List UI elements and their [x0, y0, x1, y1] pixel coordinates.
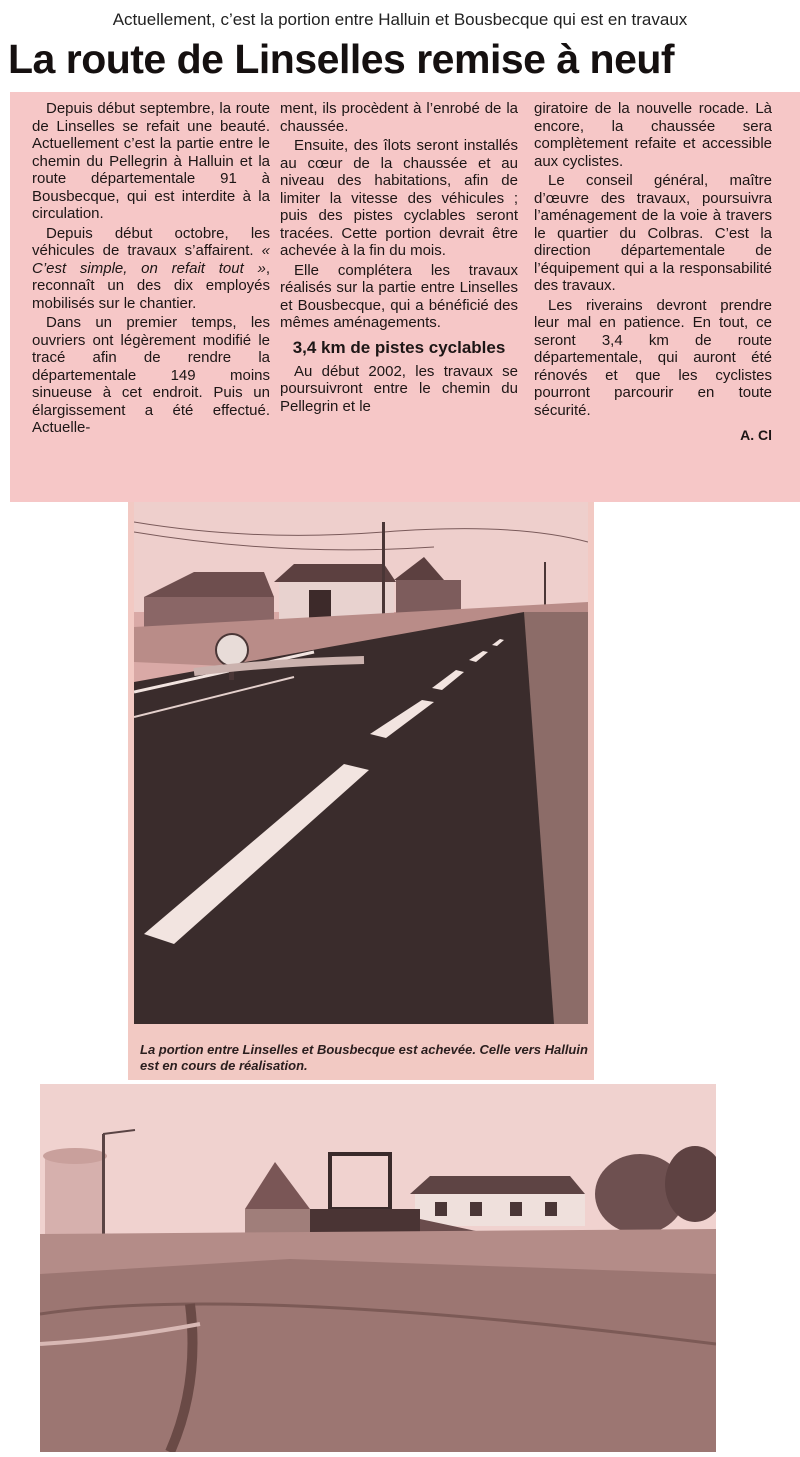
paragraph: Les riverains devront prendre leur mal en patience. En tout, ce seront 3,4 km de route départementale, qui auront été rénovés et que les cyclistes pourront parcourir en toute sécurité.	[534, 296, 772, 419]
headline: La route de Linselles remise à neuf	[8, 36, 675, 82]
column-3	[534, 100, 772, 447]
paragraph: Le conseil général, maître d’œuvre des travaux, poursuivra l’aménagement de la voie à travers le quartier du Colbras. C’est la direction départementale de l’équipement qui a la responsabilité des travaux.	[534, 172, 772, 294]
road-photo	[128, 502, 594, 1080]
paragraph: Depuis début septembre, la route de Linselles se refait une beauté. Actuellement c’est la partie entre le chemin du Pellegrin à Halluin et la route départementale 91 à Bousbecque, qui est interdite à la circulation.	[32, 100, 270, 222]
column-2	[280, 100, 518, 417]
paragraph: Depuis début octobre, les véhicules de travaux s’affairent. « C’est simple, on refait tout », reconnaît un des dix employés mobilisés sur le chantier.	[32, 224, 270, 312]
quote: « C’est simple, on refait tout »	[32, 242, 270, 277]
construction-photo	[40, 1084, 716, 1452]
paragraph: giratoire de la nouvelle rocade. Là encore, la chaussée sera complètement refaite et accessible aux cyclistes.	[534, 100, 772, 170]
article-body	[10, 92, 800, 502]
road-photo-image	[134, 502, 588, 1024]
column-1	[32, 100, 270, 439]
photo-caption: La portion entre Linselles et Bousbecque est achevée. Celle vers Halluin est en cours de réalisation.	[140, 1042, 588, 1073]
subheading: 3,4 km de pistes cyclables	[292, 337, 506, 357]
paragraph: ment, ils procèdent à l’enrobé de la chaussée.	[280, 100, 518, 135]
paragraph: Elle complétera les travaux réalisés sur la partie entre Linselles et Bousbecque, qui a bénéficié des mêmes aménagements.	[280, 261, 518, 331]
paragraph: Ensuite, des îlots seront installés au cœur de la chaussée et au niveau des habitations, afin de limiter la vitesse des véhicules ; puis des pistes cyclables seront tracées. Cette portion devrait être achevée à la fin du mois.	[280, 137, 518, 259]
kicker: Actuellement, c’est la portion entre Halluin et Bousbecque qui est en travaux	[112, 10, 688, 29]
paragraph: Dans un premier temps, les ouvriers ont légèrement modifié le tracé afin de rendre la départementale 149 moins sinueuse à cet endroit. Puis un élargissement a été effectué. Actuelle-	[32, 314, 270, 436]
paragraph: Au début 2002, les travaux se poursuivront entre le chemin du Pellegrin et le	[280, 362, 518, 415]
author-signature: A. Cl	[740, 427, 772, 443]
